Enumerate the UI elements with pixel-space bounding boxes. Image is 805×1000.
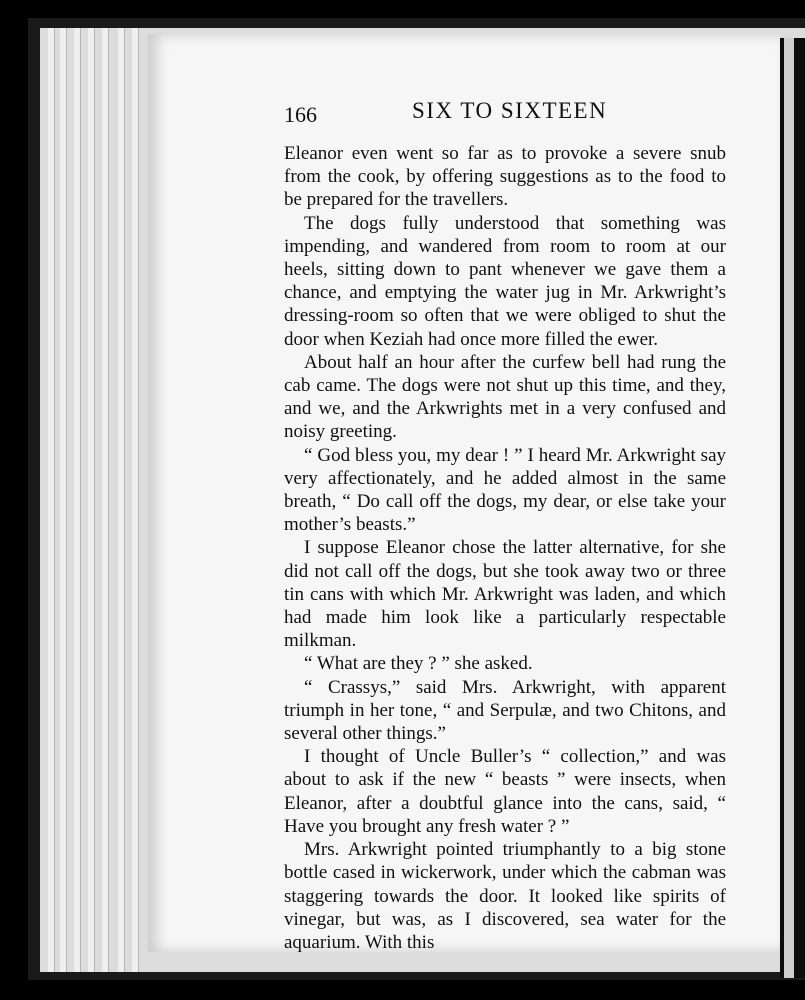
page-edge xyxy=(88,28,95,972)
paragraph: I thought of Uncle Buller’s “ collection,” and was about to ask if the new “ beasts ” were insects, when Eleanor, after a doubtful glance into the cans, said, “ Have you brought any fresh water ? ” xyxy=(284,746,726,837)
page-edge xyxy=(102,28,109,972)
paragraph: The dogs fully understood that something was impending, and wandered from room to room at our heels, sitting down to pant whenever we gave them a chance, and emptying the water jug in Mr. Arkwright’s dressing-room so often that we were obliged to shut the door when Keziah had once more filled the ewer. xyxy=(284,212,726,350)
running-head: SIX TO SIXTEEN xyxy=(412,98,608,123)
paragraph: “ Crassys,” said Mrs. Arkwright, with apparent triumph in her tone, “ and Serpulæ, and two Chitons, and several other things.” xyxy=(284,676,726,745)
paragraph: “ What are they ? ” she asked. xyxy=(304,653,533,675)
facing-page-strip xyxy=(784,38,794,978)
paragraph: I suppose Eleanor chose the latter alternative, for she did not call off the dogs, but she took away two or three tin cans with which Mr. Arkwright was laden, and which had made him look like a particularly respectable milkman. xyxy=(284,537,726,652)
book-page xyxy=(148,34,780,952)
page-header xyxy=(148,94,780,134)
paragraph: “ God bless you, my dear ! ” I heard Mr. Arkwright say very affectionately, and he added almost in the same breath, “ Do call off the dogs, my dear, or else take your mother’s beasts.” xyxy=(284,444,726,536)
page-edge xyxy=(118,28,125,972)
page-edge xyxy=(60,28,67,972)
page-edge xyxy=(132,28,139,972)
paragraph: Mrs. Arkwright pointed triumphantly to a big stone bottle cased in wickerwork, under which the cabman was staggering towards the door. It looked like spirits of vinegar, but was, as I discovered, sea water for the aquarium. With this xyxy=(284,839,726,953)
page-edge xyxy=(74,28,81,972)
body-text xyxy=(284,142,726,954)
paragraph: About half an hour after the curfew bell had rung the cab came. The dogs were not shut up this time, and they, and we, and the Arkwrights met in a very confused and noisy greeting. xyxy=(284,351,726,443)
paragraph: Eleanor even went so far as to provoke a severe snub from the cook, by offering suggestions as to the food to be prepared for the travellers. xyxy=(284,143,726,211)
page-number: 166 xyxy=(284,102,317,127)
facing-page-edge xyxy=(780,38,805,978)
page-edge xyxy=(48,28,55,972)
